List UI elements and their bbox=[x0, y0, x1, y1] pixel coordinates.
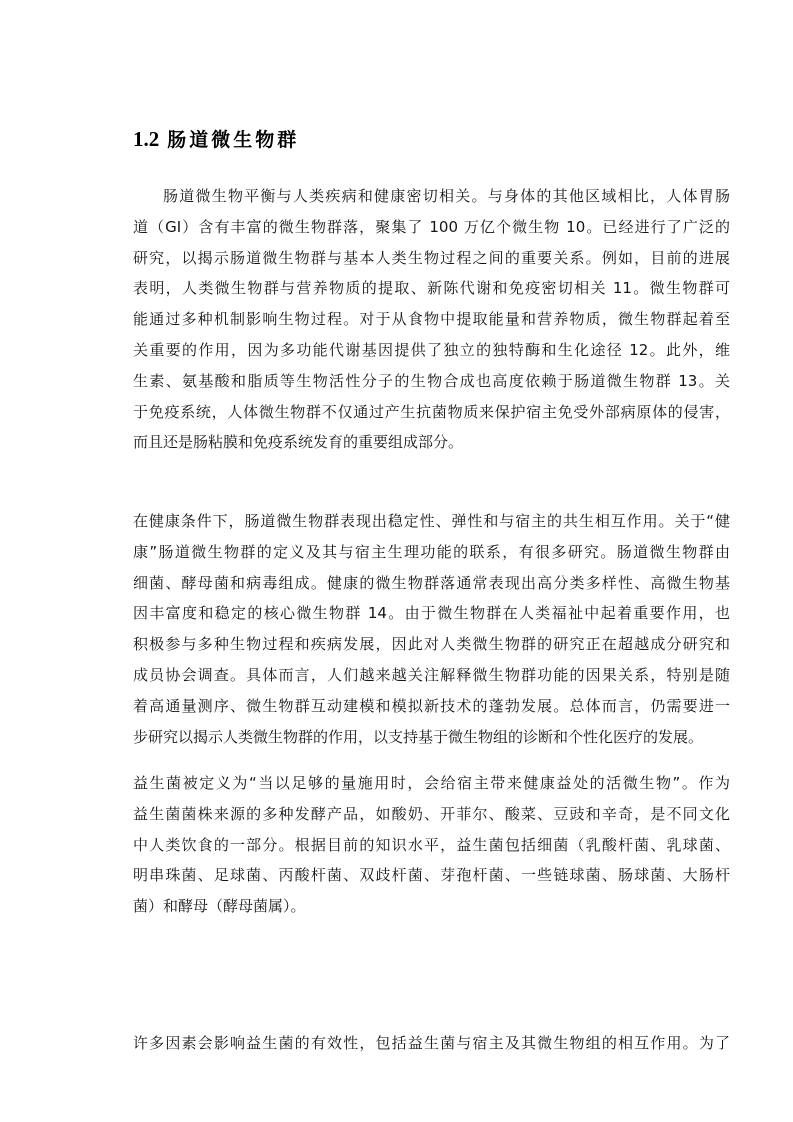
paragraph-line: 许多因素会影响益生菌的有效性，包括益生菌与宿主及其微生物组的相互作用。为了 bbox=[133, 1034, 730, 1052]
paragraph-line: 肠道微生物平衡与人类疾病和健康密切相关。与身体的其他区域相比，人体胃肠 bbox=[163, 187, 730, 205]
section-title: 肠道微生物群 bbox=[167, 129, 300, 151]
paragraph-line: 明串珠菌、足球菌、丙酸杆菌、双歧杆菌、芽孢杆菌、一些链球菌、肠球菌、大肠杆 bbox=[133, 866, 730, 885]
paragraph-line: 研究，以揭示肠道微生物群与基本人类生物过程之间的重要关系。例如，目前的进展 bbox=[133, 248, 730, 267]
paragraph-probiotics-effectiveness bbox=[133, 1028, 730, 1059]
paragraph-probiotics-definition bbox=[133, 768, 730, 922]
paragraph-line: 康”肠道微生物群的定义及其与宿主生理功能的联系，有很多研究。肠道微生物群由 bbox=[133, 542, 730, 561]
paragraph-line: 因丰富度和稳定的核心微生物群 14。由于微生物群在人类福祉中起着重要作用，也 bbox=[133, 604, 730, 623]
paragraph-line: 能通过多种机制影响生物过程。对于从食物中提取能量和营养物质，微生物群起着至 bbox=[133, 310, 730, 329]
paragraph-line: 于免疫系统，人体微生物群不仅通过产生抗菌物质来保护宿主免受外部病原体的侵害， bbox=[133, 402, 730, 421]
paragraph-line: 步研究以揭示人类微生物群的作用，以支持基于微生物组的诊断和个性化医疗的发展。 bbox=[133, 727, 704, 746]
paragraph-line: 着高通量测序、微生物群互动建模和模拟新技术的蓬勃发展。总体而言，仍需要进一 bbox=[133, 696, 730, 715]
section-heading bbox=[133, 124, 693, 154]
section-number: 1.2 bbox=[133, 127, 160, 151]
paragraph-line: 中人类饮食的一部分。根据目前的知识水平，益生菌包括细菌（乳酸杆菌、乳球菌、 bbox=[133, 835, 730, 854]
paragraph-line: 益生菌菌株来源的多种发酵产品，如酸奶、开菲尔、酸菜、豆豉和辛奇，是不同文化 bbox=[133, 804, 730, 823]
paragraph-line: 益生菌被定义为“当以足够的量施用时，会给宿主带来健康益处的活微生物”。作为 bbox=[133, 774, 730, 792]
paragraph-healthy-microbiota bbox=[133, 506, 730, 752]
paragraph-line: 关重要的作用，因为多功能代谢基因提供了独立的独特酶和生化途径 12。此外，维 bbox=[133, 340, 730, 359]
paragraph-line: 细菌、酵母菌和病毒组成。健康的微生物群落通常表现出高分类多样性、高微生物基 bbox=[133, 573, 730, 592]
paragraph-line: 表明，人类微生物群与营养物质的提取、新陈代谢和免疫密切相关 11。微生物群可 bbox=[133, 279, 730, 298]
paragraph-line: 成员协会调查。具体而言，人们越来越关注解释微生物群功能的因果关系，特别是随 bbox=[133, 665, 730, 684]
paragraph-line: 菌）和酵母（酵母菌属）。 bbox=[133, 897, 306, 916]
paragraph-line: 生素、氨基酸和脂质等生物活性分子的生物合成也高度依赖于肠道微生物群 13。关 bbox=[133, 371, 730, 390]
paragraph-line: 积极参与多种生物过程和疾病发展，因此对人类微生物群的研究正在超越成分研究和 bbox=[133, 635, 730, 654]
paragraph-gut-balance bbox=[133, 181, 730, 458]
paragraph-line: 道（GI）含有丰富的微生物群落，聚集了 100 万亿个微生物 10。已经进行了广泛的 bbox=[133, 217, 730, 236]
paragraph-line: 而且还是肠粘膜和免疫系统发育的重要组成部分。 bbox=[133, 433, 464, 452]
paragraph-line: 在健康条件下，肠道微生物群表现出稳定性、弹性和与宿主的共生相互作用。关于“健 bbox=[133, 512, 730, 530]
